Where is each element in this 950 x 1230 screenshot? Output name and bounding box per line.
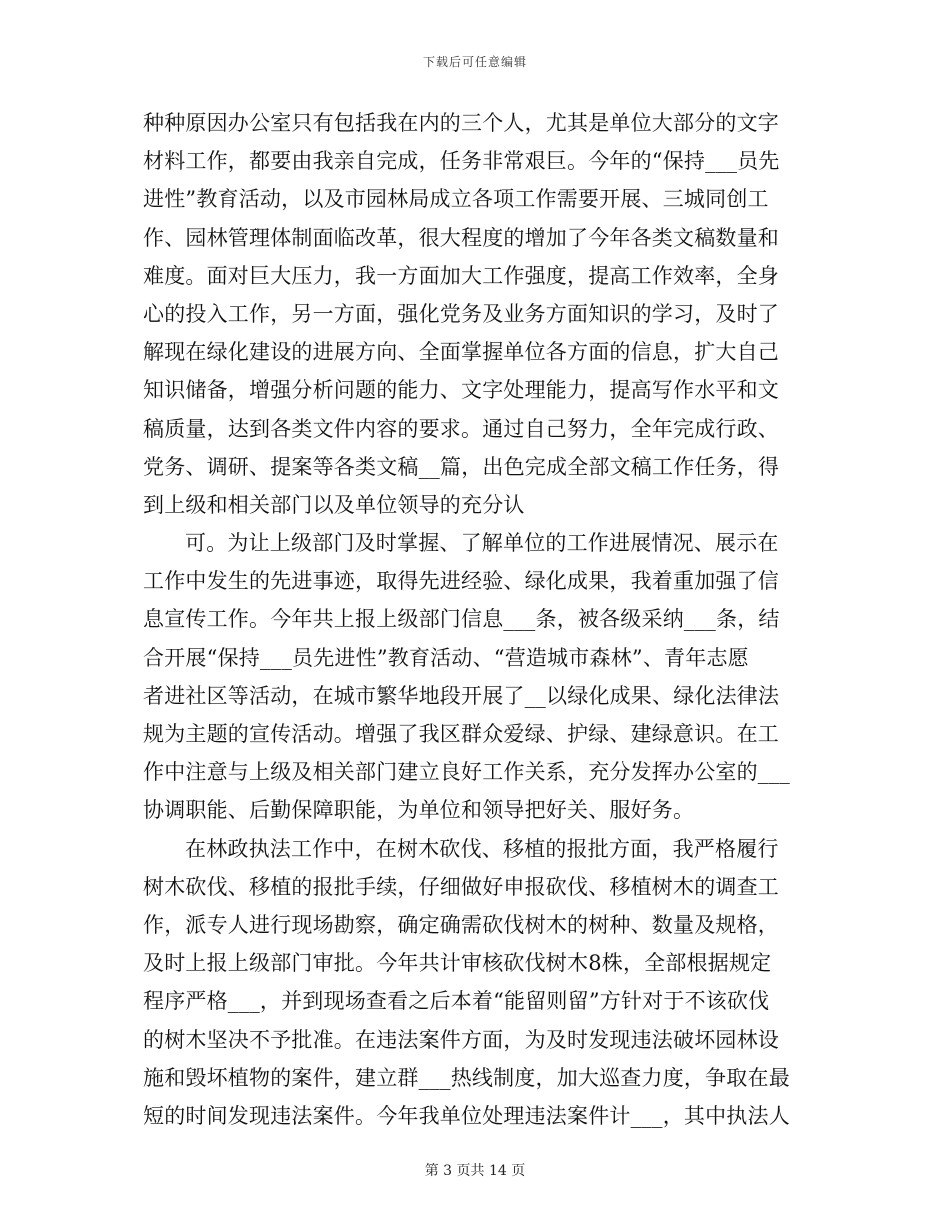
text-line: 的树木坚决不予批准。在违法案件方面，为及时发现违法破坏园林设 <box>143 1027 779 1052</box>
text-line: 到上级和相关部门以及单位领导的充分认 <box>143 492 525 517</box>
text-line: 协调职能、后勤保障职能，为单位和领导把好关、服好务。 <box>143 798 695 823</box>
paragraph-start-line: 可。为让上级部门及时掌握、了解单位的工作进展情况、展示在 <box>185 531 779 556</box>
text-line: 作，派专人进行现场勘察，确定确需砍伐树木的树种、数量及规格， <box>143 912 779 937</box>
text-line: 程序严格___，并到现场查看之后本着“能留则留”方针对于不该砍伐 <box>143 989 770 1014</box>
text-line: 树木砍伐、移植的报批手续，仔细做好申报砍伐、移植树木的调查工 <box>143 874 779 899</box>
page-number-footer: 第 3 页共 14 页 <box>424 1163 526 1179</box>
text-line: 稿质量，达到各类文件内容的要求。通过自己努力，全年完成行政、 <box>143 416 779 441</box>
text-line: 短的时间发现违法案件。今年我单位处理违法案件计___，其中执法人 <box>143 1103 790 1128</box>
text-line: 作、园林管理体制面临改革，很大程度的增加了今年各类文稿数量和 <box>143 225 779 250</box>
text-line: 规为主题的宣传活动。增强了我区群众爱绿、护绿、建绿意识。在工 <box>143 722 779 746</box>
text-line: 合开展“保持___员先进性”教育活动、“营造城市森林”、青年志愿 <box>143 645 749 670</box>
text-line: 施和毁坏植物的案件，建立群___热线制度，加大巡查力度，争取在最 <box>143 1065 790 1090</box>
text-line: 工作中发生的先进事迹，取得先进经验、绿化成果，我着重加强了信 <box>143 569 779 594</box>
text-line: 知识储备，增强分析问题的能力、文字处理能力，提高写作水平和文 <box>143 378 779 403</box>
text-line: 及时上报上级部门审批。今年共计审核砍伐树木8株，全部根据规定 <box>143 951 772 976</box>
text-line: 难度。面对巨大压力，我一方面加大工作强度，提高工作效率，全身 <box>143 263 779 288</box>
text-line: 解现在绿化建设的进展方向、全面掌握单位各方面的信息，扩大自己 <box>143 340 779 365</box>
text-line: 者进社区等活动，在城市繁华地段开展了__以绿化成果、绿化法律法 <box>143 683 780 708</box>
page-header: 下载后可任意编辑 <box>422 55 527 69</box>
paragraph-start-line: 在林政执法工作中，在树木砍伐、移植的报批方面，我严格履行 <box>185 836 779 861</box>
text-line: 心的投入工作，另一方面，强化党务及业务方面知识的学习，及时了 <box>143 301 779 326</box>
text-line: 息宣传工作。今年共上报上级部门信息___条，被各级采纳___条，结 <box>143 607 780 632</box>
text-line: 党务、调研、提案等各类文稿__篇，出色完成全部文稿工作任务，得 <box>143 454 780 479</box>
document-body <box>143 104 805 1135</box>
text-line: 进性”教育活动，以及市园林局成立各项工作需要开展、三城同创工 <box>143 187 769 212</box>
text-line: 种种原因办公室只有包括我在内的三个人，尤其是单位大部分的文字 <box>143 111 779 135</box>
text-line: 作中注意与上级及相关部门建立良好工作关系，充分发挥办公室的___ <box>143 760 790 785</box>
text-line: 材料工作，都要由我亲自完成，任务非常艰巨。今年的“保持___员先 <box>143 149 780 174</box>
